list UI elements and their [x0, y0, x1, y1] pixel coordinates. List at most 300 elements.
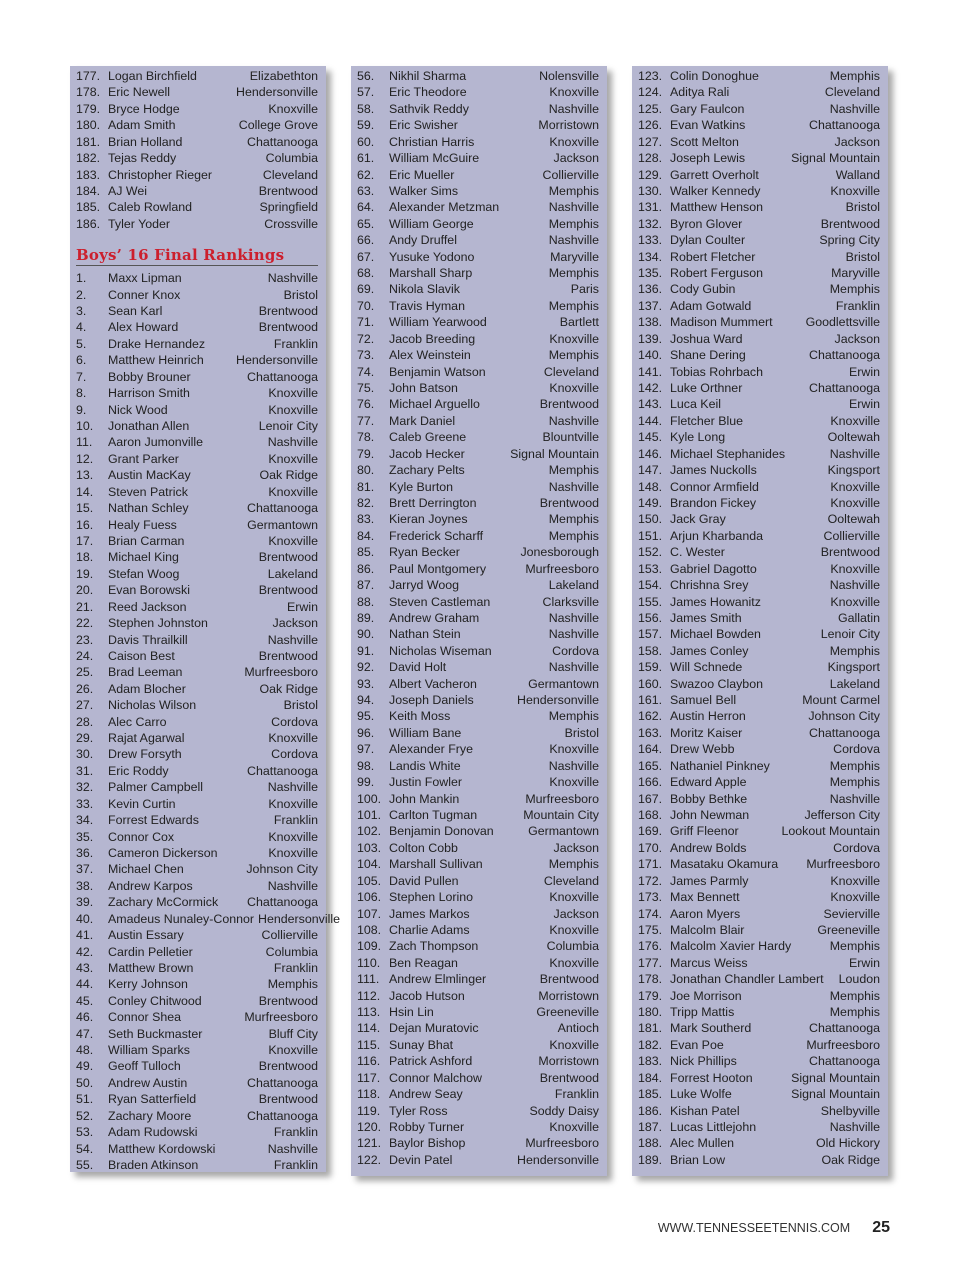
ranking-row [638, 216, 880, 232]
player-city: Jefferson City [804, 807, 880, 822]
ranking-row [638, 938, 880, 954]
ranking-row [638, 626, 880, 642]
player-name: Connor Shea [108, 1010, 182, 1025]
player-name: Alexander Frye [389, 742, 474, 757]
player-rank: 106. [357, 890, 382, 905]
player-rank: 183. [638, 1054, 663, 1069]
player-name: Reed Jackson [108, 599, 187, 614]
player-name: Christopher Rieger [108, 167, 212, 182]
player-city: Maryville [550, 249, 599, 264]
player-rank: 62. [357, 167, 375, 182]
player-name: Benjamin Donovan [389, 824, 494, 839]
ranking-row [638, 741, 880, 757]
player-rank: 174. [638, 906, 663, 921]
player-city: Cordova [833, 742, 880, 757]
player-name: Alexander Metzman [389, 200, 500, 215]
player-city: Johnson City [246, 862, 318, 877]
player-rank: 110. [357, 955, 381, 970]
player-rank: 175. [638, 922, 663, 937]
player-rank: 167. [638, 791, 663, 806]
player-city: Bristol [564, 725, 599, 740]
player-rank: 2. [76, 287, 87, 302]
player-name: Cameron Dickerson [108, 845, 218, 860]
ranking-row [357, 856, 599, 872]
player-rank: 168. [638, 807, 663, 822]
ranking-row [76, 681, 318, 697]
ranking-row [357, 791, 599, 807]
player-city: Knoxville [549, 742, 599, 757]
player-rank: 122. [357, 1152, 382, 1167]
player-rank: 179. [76, 101, 101, 116]
player-city: Knoxville [549, 1120, 599, 1134]
player-rank: 140. [638, 348, 663, 363]
player-city: Loudon [838, 972, 880, 987]
player-rank: 100. [357, 791, 382, 806]
player-city: Oak Ridge [821, 1152, 880, 1167]
ranking-row [357, 823, 599, 839]
player-rank: 173. [638, 890, 663, 905]
ranking-row [638, 758, 880, 774]
player-rank: 51. [76, 1092, 94, 1107]
player-rank: 127. [638, 134, 663, 149]
player-city: Knoxville [549, 775, 599, 790]
player-name: Matthew Kordowski [108, 1141, 216, 1156]
player-name: Edward Apple [670, 775, 747, 790]
player-rank: 57. [357, 85, 375, 100]
ranking-row [76, 861, 318, 877]
player-name: Alec Mullen [670, 1136, 735, 1151]
player-name: Walker Sims [389, 183, 459, 198]
player-name: Matthew Henson [670, 200, 763, 215]
player-city: Chattanooga [247, 134, 318, 149]
ranking-row [76, 117, 318, 133]
player-name: Andrew Austin [108, 1075, 188, 1090]
player-rank: 186. [638, 1103, 663, 1118]
ranking-row [76, 927, 318, 943]
player-rank: 37. [76, 862, 94, 877]
player-rank: 109. [357, 939, 382, 954]
player-city: Knoxville [830, 873, 880, 888]
player-city: Memphis [548, 298, 599, 313]
ranking-row [638, 955, 880, 971]
player-name: Kieran Joynes [389, 512, 468, 527]
player-name: C. Wester [670, 545, 725, 560]
player-rank: 101. [357, 807, 382, 822]
ranking-row [357, 741, 599, 757]
player-name: Will Schnede [670, 660, 743, 675]
player-name: Zachary McCormick [108, 895, 219, 910]
player-city: Brentwood [258, 1059, 318, 1074]
player-rank: 184. [638, 1070, 663, 1085]
player-rank: 180. [638, 1005, 663, 1020]
ranking-row [76, 1009, 318, 1025]
ranking-row [638, 265, 880, 281]
ranking-row [638, 1103, 880, 1119]
ranking-row [638, 249, 880, 265]
player-rank: 21. [76, 599, 94, 614]
player-city: Chattanooga [809, 118, 880, 133]
player-rank: 96. [357, 725, 375, 740]
player-city: Kingsport [827, 463, 880, 478]
player-name: Luke Wolfe [670, 1087, 732, 1102]
player-city: Knoxville [268, 796, 318, 811]
player-rank: 11. [76, 435, 93, 450]
ranking-row [357, 380, 599, 396]
player-rank: 151. [638, 528, 663, 543]
ranking-row [638, 659, 880, 675]
player-name: Walker Kennedy [670, 183, 761, 198]
player-name: Andrew Graham [389, 610, 480, 625]
player-rank: 42. [76, 944, 94, 959]
ranking-row [357, 462, 599, 478]
player-name: James Nuckolls [670, 463, 757, 478]
ranking-row [638, 1135, 880, 1151]
ranking-row [638, 1037, 880, 1053]
player-rank: 187. [638, 1120, 663, 1134]
ranking-row [357, 511, 599, 527]
player-name: Harrison Smith [108, 386, 190, 401]
player-rank: 97. [357, 742, 375, 757]
ranking-row [357, 1119, 599, 1135]
player-name: Brad Leeman [108, 665, 183, 680]
player-name: Palmer Campbell [108, 780, 204, 795]
ranking-row [638, 331, 880, 347]
ranking-row [638, 134, 880, 150]
player-rank: 129. [638, 167, 663, 182]
player-city: Nashville [548, 233, 599, 248]
ranking-row [357, 626, 599, 642]
ranking-row [76, 500, 318, 516]
ranking-row [76, 746, 318, 762]
ranking-row [357, 1135, 599, 1151]
ranking-row [76, 1042, 318, 1058]
player-rank: 130. [638, 183, 663, 198]
player-city: Knoxville [268, 845, 318, 860]
player-rank: 144. [638, 413, 663, 428]
rankings-list [76, 270, 340, 1173]
ranking-row [357, 117, 599, 133]
player-name: Albert Vacheron [389, 676, 477, 691]
player-city: Nashville [548, 101, 599, 116]
player-city: Brentwood [258, 183, 318, 198]
ranking-row [638, 889, 880, 905]
player-city: Brentwood [539, 972, 599, 987]
ranking-row [357, 68, 599, 84]
player-name: Nathan Schley [108, 501, 189, 516]
ranking-row [357, 84, 599, 100]
player-name: Adam Rudowski [108, 1125, 198, 1140]
player-city: Memphis [548, 463, 599, 478]
player-name: Travis Hyman [389, 298, 465, 313]
ranking-row [76, 615, 318, 631]
ranking-row [357, 938, 599, 954]
player-rank: 139. [638, 331, 663, 346]
player-city: Blountville [542, 430, 599, 445]
player-name: Jacob Hecker [389, 446, 465, 461]
ranking-row [357, 922, 599, 938]
player-rank: 179. [638, 988, 663, 1003]
player-city: Germantown [528, 676, 599, 691]
ranking-row [357, 1086, 599, 1102]
player-rank: 94. [357, 693, 375, 708]
player-rank: 58. [357, 101, 375, 116]
player-name: Healy Fuess [108, 517, 177, 532]
player-name: Robby Turner [389, 1120, 465, 1134]
player-city: Crossville [264, 216, 318, 231]
player-name: Kyle Long [670, 430, 726, 445]
ranking-row [76, 451, 318, 467]
player-rank: 156. [638, 610, 663, 625]
ranking-row [76, 1058, 318, 1074]
player-rank: 102. [357, 824, 382, 839]
player-name: Bobby Brouner [108, 369, 191, 384]
player-name: Drake Hernandez [108, 336, 206, 351]
player-name: Kyle Burton [389, 479, 454, 494]
player-name: David Pullen [389, 873, 459, 888]
player-rank: 124. [638, 85, 663, 100]
player-name: Austin Herron [670, 709, 746, 724]
ranking-row [638, 364, 880, 380]
ranking-row [638, 922, 880, 938]
ranking-row [638, 840, 880, 856]
player-rank: 15. [76, 501, 94, 516]
player-rank: 54. [76, 1141, 94, 1156]
player-city: Franklin [835, 298, 880, 313]
player-name: Connor Malchow [389, 1070, 482, 1085]
player-name: Tejas Reddy [108, 151, 177, 166]
player-name: Rajat Agarwal [108, 731, 185, 746]
ranking-row [638, 594, 880, 610]
page-footer [658, 1219, 890, 1237]
ranking-row [76, 270, 318, 286]
ranking-row [638, 150, 880, 166]
ranking-row [638, 429, 880, 445]
player-rank: 30. [76, 747, 94, 762]
player-name: Chrishna Srey [670, 578, 749, 593]
player-rank: 95. [357, 709, 375, 724]
ranking-row [638, 347, 880, 363]
player-name: Madison Mummert [670, 315, 773, 330]
player-name: Evan Borowski [108, 583, 190, 598]
player-rank: 23. [76, 632, 94, 647]
player-rank: 164. [638, 742, 663, 757]
player-rank: 5. [76, 336, 87, 351]
player-city: Knoxville [549, 381, 599, 396]
player-rank: 55. [76, 1158, 94, 1172]
player-rank: 4. [76, 320, 87, 335]
ranking-row [76, 697, 318, 713]
ranking-row [638, 906, 880, 922]
player-city: Greeneville [536, 1005, 599, 1020]
player-name: Matthew Brown [108, 960, 194, 975]
player-city: Brentwood [258, 550, 318, 565]
player-city: College Grove [238, 118, 318, 133]
player-name: Adam Blocher [108, 681, 186, 696]
player-rank: 8. [76, 386, 87, 401]
player-rank: 149. [638, 495, 663, 510]
ranking-row [357, 906, 599, 922]
player-city: Mount Carmel [802, 693, 880, 708]
player-city: Spring City [819, 233, 880, 248]
player-city: Jackson [553, 840, 599, 855]
player-city: Knoxville [549, 134, 599, 149]
rankings-column-1 [70, 66, 340, 1172]
ranking-row [638, 101, 880, 117]
ranking-row [638, 380, 880, 396]
ranking-row [357, 807, 599, 823]
player-name: Andrew Seay [389, 1087, 463, 1102]
ranking-row [76, 1091, 318, 1107]
player-rank: 73. [357, 348, 375, 363]
player-rank: 41. [76, 928, 94, 943]
player-city: Nashville [267, 878, 318, 893]
player-name: Masataku Okamura [670, 857, 779, 872]
player-city: Cordova [833, 840, 880, 855]
player-name: James Smith [670, 610, 742, 625]
player-name: Michael Stephanides [670, 446, 786, 461]
ranking-row [638, 725, 880, 741]
ranking-row [357, 314, 599, 330]
player-name: Swazoo Claybon [670, 676, 763, 691]
ranking-row [357, 150, 599, 166]
player-city: Knoxville [830, 413, 880, 428]
ranking-row [638, 1152, 880, 1168]
ranking-row [638, 314, 880, 330]
player-name: Austin Essary [108, 928, 184, 943]
player-name: Jack Gray [670, 512, 726, 527]
player-name: Steven Patrick [108, 484, 188, 499]
player-rank: 182. [76, 151, 101, 166]
ranking-row [357, 446, 599, 462]
player-rank: 83. [357, 512, 375, 527]
player-city: Gallatin [837, 610, 880, 625]
player-rank: 10. [76, 419, 94, 434]
player-city: Knoxville [268, 1043, 318, 1058]
player-rank: 112. [357, 988, 381, 1003]
player-city: Nashville [548, 200, 599, 215]
player-rank: 89. [357, 610, 375, 625]
player-city: Collierville [823, 528, 880, 543]
player-rank: 158. [638, 643, 663, 658]
player-city: Columbia [546, 939, 599, 954]
player-name: Nathaniel Pinkney [670, 758, 770, 773]
ranking-row [638, 561, 880, 577]
player-rank: 60. [357, 134, 375, 149]
player-city: Nashville [548, 413, 599, 428]
player-city: Nashville [267, 271, 318, 286]
player-rank: 64. [357, 200, 375, 215]
player-rank: 25. [76, 665, 94, 680]
ranking-row [357, 988, 599, 1004]
ranking-row [76, 549, 318, 565]
player-city: Knoxville [830, 183, 880, 198]
player-rank: 76. [357, 397, 375, 412]
player-name: Griff Fleenor [670, 824, 739, 839]
player-name: Zachary Moore [108, 1108, 192, 1123]
player-name: Grant Parker [108, 451, 179, 466]
player-city: Bartlett [559, 315, 599, 330]
player-name: Ryan Becker [389, 545, 460, 560]
player-city: Brentwood [258, 648, 318, 663]
ranking-row [76, 894, 318, 910]
player-name: Eric Roddy [108, 763, 169, 778]
player-rank: 14. [76, 484, 94, 499]
player-rank: 28. [76, 714, 94, 729]
player-city: Columbia [265, 944, 318, 959]
player-city: Memphis [829, 775, 880, 790]
player-name: Aditya Rali [670, 85, 730, 100]
ranking-row [357, 265, 599, 281]
ranking-row [638, 495, 880, 511]
ranking-row [357, 101, 599, 117]
player-name: Nicholas Wilson [108, 698, 197, 713]
rankings-column-3 [632, 66, 888, 1176]
ranking-row [76, 434, 318, 450]
player-city: Morristown [538, 1054, 599, 1069]
player-city: Brentwood [820, 545, 880, 560]
player-city: Lenoir City [820, 627, 880, 642]
player-rank: 90. [357, 627, 375, 642]
player-rank: 177. [76, 69, 101, 83]
ranking-row [638, 479, 880, 495]
ranking-row [76, 796, 318, 812]
player-city: Bristol [845, 200, 880, 215]
player-city: Cordova [271, 714, 318, 729]
player-rank: 153. [638, 561, 663, 576]
player-name: Joe Morrison [670, 988, 742, 1003]
player-city: Nashville [548, 479, 599, 494]
player-city: Knoxville [830, 495, 880, 510]
player-rank: 77. [357, 413, 375, 428]
player-city: Chattanooga [809, 725, 880, 740]
player-rank: 9. [76, 402, 87, 417]
player-rank: 61. [357, 151, 375, 166]
player-rank: 148. [638, 479, 663, 494]
ranking-row [638, 643, 880, 659]
player-city: Chattanooga [809, 1021, 880, 1036]
player-city: Lookout Mountain [781, 824, 880, 839]
player-rank: 17. [76, 533, 94, 548]
ranking-row [76, 84, 318, 100]
player-city: Knoxville [549, 1037, 599, 1052]
ranking-row [638, 396, 880, 412]
player-city: Cleveland [824, 85, 880, 100]
player-rank: 78. [357, 430, 375, 445]
ranking-row [357, 840, 599, 856]
player-name: Adam Gotwald [670, 298, 752, 313]
player-name: Seth Buckmaster [108, 1026, 203, 1041]
player-name: James Howanitz [670, 594, 761, 609]
ranking-row [357, 183, 599, 199]
player-name: Logan Birchfield [108, 69, 197, 83]
player-name: Bobby Bethke [670, 791, 748, 806]
ranking-row [76, 517, 318, 533]
player-rank: 143. [638, 397, 663, 412]
ranking-row [76, 319, 318, 335]
player-city: Jackson [272, 616, 318, 631]
player-rank: 67. [357, 249, 375, 264]
player-rank: 26. [76, 681, 94, 696]
player-rank: 35. [76, 829, 94, 844]
player-city: Morristown [538, 988, 599, 1003]
player-name: Geoff Tulloch [108, 1059, 181, 1074]
player-city: Franklin [273, 336, 318, 351]
player-city: Nashville [829, 578, 880, 593]
player-city: Franklin [273, 1125, 318, 1140]
player-name: Jacob Hutson [389, 988, 465, 1003]
player-name: Nikola Slavik [389, 282, 460, 297]
player-name: Marshall Sullivan [389, 857, 483, 872]
